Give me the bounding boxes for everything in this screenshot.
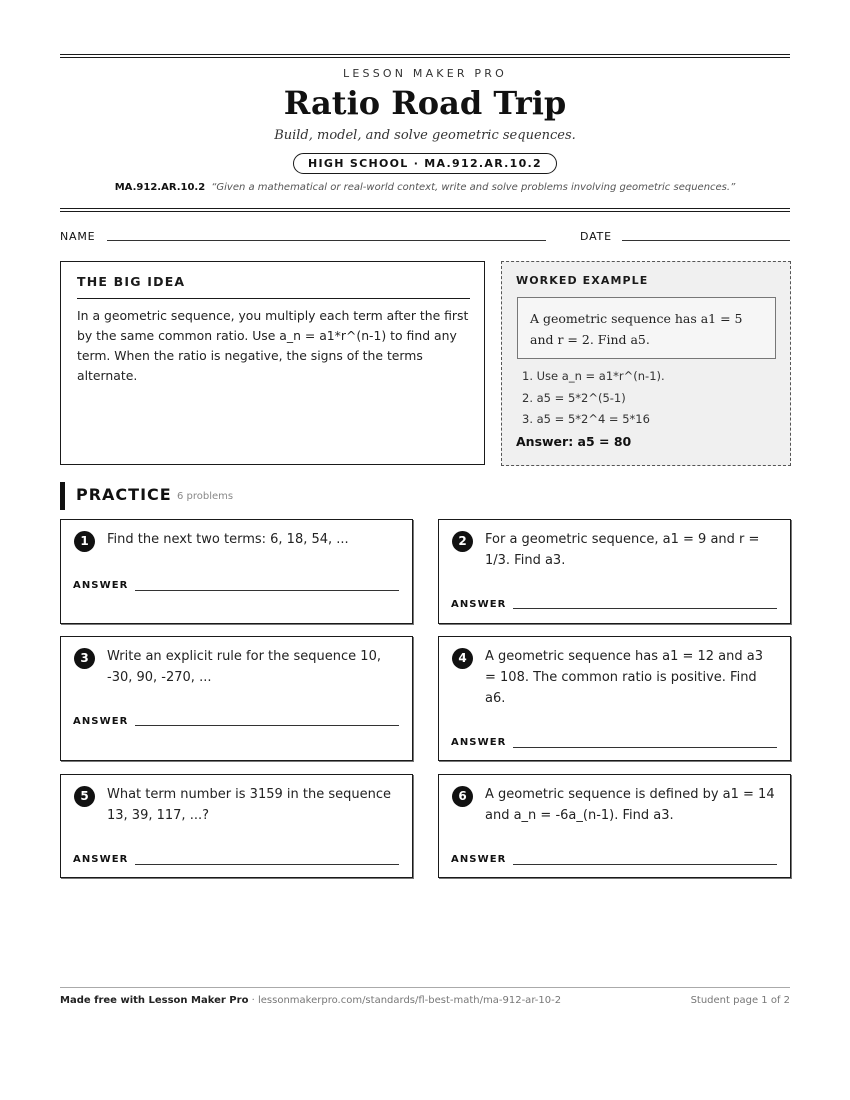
- footer-divider: [60, 987, 790, 988]
- problem-number-badge: 2: [452, 531, 473, 552]
- worked-step: 1. Use a_n = a1*r^(n-1).: [522, 369, 665, 383]
- answer-label: ANSWER: [451, 854, 507, 865]
- big-idea-heading: THE BIG IDEA: [77, 274, 186, 289]
- worksheet-subtitle: Build, model, and solve geometric sequences.: [274, 128, 576, 143]
- footer-url[interactable]: · lessonmakerpro.com/standards/fl-best-math/ma-912-ar-10-2: [248, 995, 562, 1006]
- problem-card-2: [438, 519, 791, 624]
- standard-description: [0, 182, 850, 193]
- worked-example-problem: A geometric sequence has a1 = 5 and r = 2. Find a5.: [517, 297, 776, 359]
- answer-field-4[interactable]: [513, 747, 777, 748]
- answer-label: ANSWER: [73, 854, 129, 865]
- worked-example-steps: [522, 366, 665, 431]
- brand-name: LESSON MAKER PRO: [343, 67, 507, 80]
- standard-code: MA.912.AR.10.2: [114, 182, 206, 193]
- worked-example-heading: WORKED EXAMPLE: [516, 274, 649, 287]
- big-idea-divider: [77, 298, 470, 299]
- worked-example-answer: Answer: a5 = 80: [516, 434, 632, 449]
- answer-label: ANSWER: [73, 580, 129, 591]
- big-idea-body: In a geometric sequence, you multiply each term after the first by the same common ratio. Use a_n = a1*r^(n-1) to find any term. When the ratio is negative, the signs of the terms alternate.: [77, 308, 469, 383]
- big-idea-box: [60, 261, 485, 465]
- problem-text: Find the next two terms: 6, 18, 54, ...: [107, 532, 349, 547]
- problem-text: Write an explicit rule for the sequence 10, -30, 90, -270, ...: [107, 649, 381, 685]
- answer-field-6[interactable]: [513, 864, 777, 865]
- date-field[interactable]: [622, 240, 790, 241]
- problem-text: What term number is 3159 in the sequence 13, 39, 117, ...?: [107, 787, 391, 823]
- footer-made-with: Made free with Lesson Maker Pro: [60, 995, 249, 1006]
- worksheet-title: Ratio Road Trip: [283, 84, 567, 122]
- answer-field-2[interactable]: [513, 608, 777, 609]
- date-label: DATE: [580, 230, 612, 243]
- worked-example-box: [501, 261, 791, 466]
- practice-count: 6 problems: [177, 491, 234, 502]
- answer-label: ANSWER: [451, 599, 507, 610]
- problem-card-6: [438, 774, 791, 878]
- name-label: NAME: [60, 230, 96, 243]
- problem-number-badge: 1: [74, 531, 95, 552]
- problem-card-5: [60, 774, 413, 878]
- problem-text: A geometric sequence has a1 = 12 and a3 = 108. The common ratio is positive. Find a6.: [485, 649, 764, 706]
- problem-number-badge: 6: [452, 786, 473, 807]
- problem-number-badge: 5: [74, 786, 95, 807]
- answer-label: ANSWER: [451, 737, 507, 748]
- problem-card-1: [60, 519, 413, 624]
- header-bottom-rule: [60, 208, 790, 212]
- practice-heading: PRACTICE: [76, 485, 172, 504]
- problem-number-badge: 4: [452, 648, 473, 669]
- grade-standard-badge: HIGH SCHOOL · MA.912.AR.10.2: [293, 153, 557, 174]
- problem-card-4: [438, 636, 791, 761]
- problem-text: A geometric sequence is defined by a1 = 14 and a_n = -6a_(n-1). Find a3.: [485, 787, 775, 823]
- answer-field-1[interactable]: [135, 590, 399, 591]
- problem-card-3: [60, 636, 413, 761]
- footer-page-number: Student page 1 of 2: [690, 995, 790, 1006]
- answer-field-3[interactable]: [135, 725, 399, 726]
- practice-accent-bar: [60, 482, 65, 510]
- problem-number-badge: 3: [74, 648, 95, 669]
- answer-field-5[interactable]: [135, 864, 399, 865]
- standard-text: “Given a mathematical or real-world context, write and solve problems involving geometric sequences.”: [211, 182, 736, 193]
- worked-step: 2. a5 = 5*2^(5-1): [522, 390, 626, 405]
- answer-label: ANSWER: [73, 716, 129, 727]
- footer-credit: [60, 995, 561, 1006]
- worked-step: 3. a5 = 5*2^4 = 5*16: [522, 412, 650, 426]
- problem-text: For a geometric sequence, a1 = 9 and r = 1/3. Find a3.: [485, 532, 760, 568]
- name-field[interactable]: [107, 240, 546, 241]
- header-top-rule: [60, 54, 790, 58]
